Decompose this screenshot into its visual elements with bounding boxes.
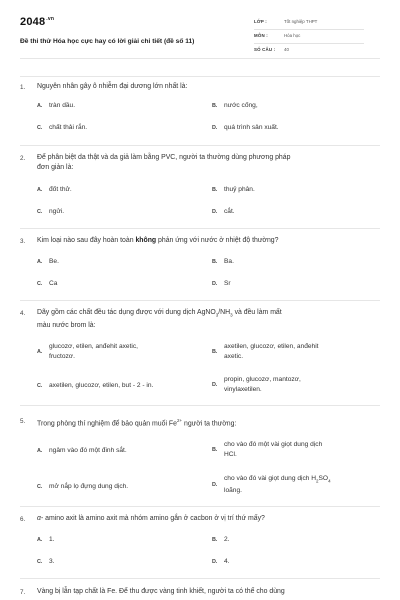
option-d[interactable]: D. propin, glucozơ, mantozơ, vinylaxetilen. bbox=[212, 376, 301, 393]
exam-meta bbox=[254, 16, 364, 58]
option-a[interactable]: A. đốt thử. bbox=[37, 186, 72, 193]
question-number: 7. bbox=[20, 589, 26, 596]
exam-header bbox=[20, 14, 380, 60]
question-number: 3. bbox=[20, 238, 26, 245]
site-logo[interactable]: $2048^{.vn}$ bbox=[20, 16, 55, 28]
question-text: Để phân biệt da thật và da giả làm bằng PVC, người ta thường dùng phương pháp đơn giản là: bbox=[37, 154, 291, 172]
option-c[interactable]: C. 3. bbox=[37, 558, 55, 565]
option-c[interactable]: C. ngửi. bbox=[37, 208, 65, 215]
question-text: Trong phòng thí nghiệm để bảo quản muối $Fe^{2+}$ người ta thường: bbox=[37, 418, 237, 428]
option-d[interactable]: D. Sr bbox=[212, 280, 231, 287]
question-number: 6. bbox=[20, 516, 26, 523]
option-d[interactable]: D. cắt. bbox=[212, 208, 235, 215]
option-c[interactable]: C. Ca bbox=[37, 280, 58, 287]
option-b[interactable]: B. cho vào đó một vài giọt dung dịch HCl. bbox=[212, 441, 323, 458]
question-number: 4. bbox=[20, 310, 26, 317]
question-text: Nguyên nhân gây ô nhiễm đại dương lớn nhất là: bbox=[37, 83, 188, 90]
divider bbox=[20, 145, 380, 146]
meta-question-count: SỐ CÂU : 40 bbox=[254, 47, 289, 53]
option-a[interactable]: A. tràn dầu. bbox=[37, 102, 76, 109]
question-text: Dãy gồm các chất đều tác dụng được với dung dịch $AgNO_3/NH_3$ và đều làm mất màu nước brom là: bbox=[37, 309, 282, 329]
option-d[interactable]: D. 4. bbox=[212, 558, 230, 565]
option-a[interactable]: A. ngâm vào đó một đinh sắt. bbox=[37, 447, 127, 454]
option-b[interactable]: B. nước cống, bbox=[212, 102, 258, 109]
question-text: Vàng bị lẫn tạp chất là Fe. Để thu được vàng tinh khiết, người ta có thể cho dùng bbox=[37, 588, 285, 595]
divider bbox=[20, 300, 380, 301]
option-a[interactable]: A. Be. bbox=[37, 258, 59, 265]
option-d[interactable]: D. quá trình sản xuất. bbox=[212, 124, 279, 131]
option-b[interactable]: B. 2. bbox=[212, 536, 230, 543]
option-b[interactable]: B. thuỷ phân. bbox=[212, 186, 255, 193]
meta-grade: LỚP : Tốt nghiệp THPT bbox=[254, 16, 364, 30]
option-c[interactable]: C. chất thải rắn. bbox=[37, 124, 88, 131]
option-a[interactable]: A. 1. bbox=[37, 536, 55, 543]
exam-title: Đề thi thử Hóa học cực hay có lời giải chi tiết (đề số 11) bbox=[20, 38, 195, 45]
question-text: α- amino axit là amino axit mà nhóm amino gắn ở cacbon ở vị trí thứ mấy? bbox=[37, 515, 265, 522]
option-c[interactable]: C. axetilen, glucozơ, etilen, but - 2 - in. bbox=[37, 382, 154, 389]
meta-subject: MÔN : Hóa học bbox=[254, 30, 364, 44]
divider bbox=[20, 228, 380, 229]
option-b[interactable]: B. axetilen, glucozơ, etilen, anđehit axetic. bbox=[212, 343, 319, 360]
divider bbox=[20, 506, 380, 507]
divider bbox=[20, 405, 380, 406]
option-d[interactable]: D. cho vào đó vài giọt dung dịch $H_2SO_4$ loãng. bbox=[212, 475, 331, 495]
option-c[interactable]: C. mở nắp lọ đựng dung dịch. bbox=[37, 483, 129, 490]
option-a[interactable]: A. glucozơ, etilen, anđehit axetic, fructozơ. bbox=[37, 343, 138, 360]
question-number: 5. bbox=[20, 418, 26, 425]
divider bbox=[20, 578, 380, 579]
divider bbox=[20, 76, 380, 77]
header-divider bbox=[20, 58, 380, 59]
option-b[interactable]: B. Ba. bbox=[212, 258, 234, 265]
question-number: 1. bbox=[20, 84, 26, 91]
question-text: Kim loại nào sau đây hoàn toàn không phản ứng với nước ở nhiệt độ thường? bbox=[37, 237, 279, 244]
question-number: 2. bbox=[20, 155, 26, 162]
